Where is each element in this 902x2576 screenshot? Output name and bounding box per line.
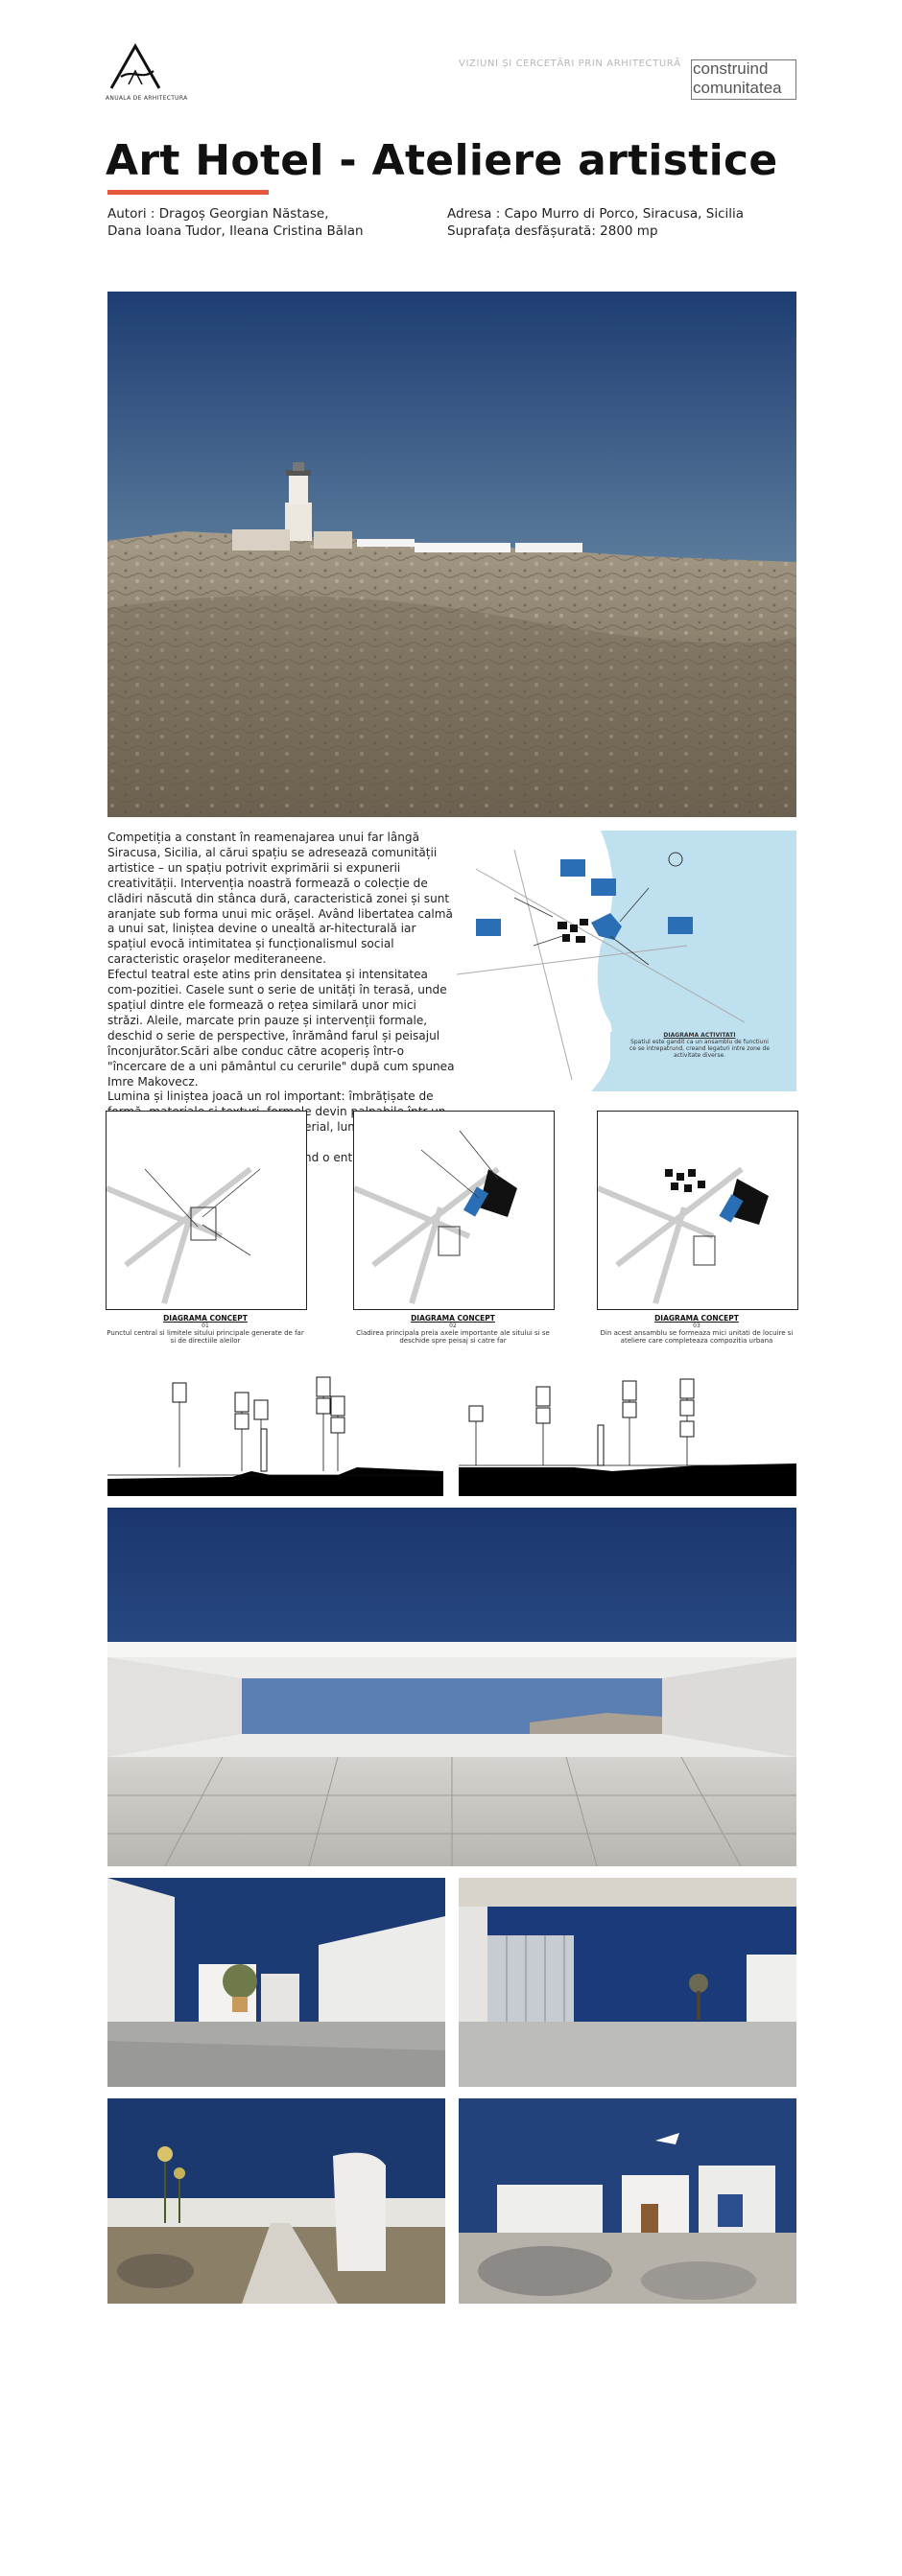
- built-area: Suprafața desfășurată: 2800 mp: [447, 223, 658, 239]
- concept-caption-1: [106, 1314, 305, 1345]
- page-title: Art Hotel - Ateliere artistice: [106, 136, 778, 185]
- section-drawing-1: [107, 1371, 443, 1496]
- site-plan-diagram: [457, 831, 796, 1091]
- brand-line-1: construind: [693, 59, 769, 78]
- site-plan-caption-text: Spatiul este gandit ca un ansamblu de functiuni ce se intrepatrund, creand legaturi intre zone de activitate diverse.: [629, 1039, 771, 1059]
- concept-diagram-2: [353, 1111, 555, 1310]
- project-description: Competiția a constant în reamenajarea unui far lângă Siracusa, Sicilia, al cărui spațiu se adresează comunității artistice – un spațiu potrivit exprimării si expunerii creativității. Intervenția noastră formează o colecție de clădiri născută din stânca dură, caracteristică zonei și sunt aranjate sub forma unui mic orășel. Având libertatea calmă a unui sat, liniștea devine o unealtă ar-hitecturală iar spațiul evocă intimitatea și funcționalismul social caracteristic orașelor mediteraneene. Efectul teatral este atins prin densitatea și intensitatea com-pozitiei. Casele sunt o serie de unități în terasă, unde spațiul dintre ele formează o rețea similară unor mici străzi. Aleile, marcate prin pauze și intervenții formale, deschid o serie de perspective, înrămând farul și peisajul înconjurător.Scări albe conduc către acoperiș într-o "încercare de a uni pământul cu cerurile" după cum spunea Imre Makovecz. Lumina și liniștea joacă un rol important: îmbrățișate de devin o: [107, 831, 455, 1165]
- render-path-to-lighthouse: [107, 2098, 445, 2304]
- concept-caption-2: [353, 1314, 553, 1345]
- concept-caption-3-text: Din acest ansamblu se formeaza mici unitati de locuire si ateliere care completeaza compozitia urbana: [600, 1329, 794, 1345]
- concept-caption-3-number: 03: [693, 1323, 700, 1329]
- school-logo-icon: [107, 42, 163, 92]
- concept-diagram-3: [597, 1111, 798, 1310]
- render-courtyard-olive: [107, 1878, 445, 2087]
- title-underline: [107, 190, 269, 195]
- concept-caption-1-number: 01: [202, 1323, 209, 1329]
- site-plan-caption-title: DIAGRAMA ACTIVITATI: [663, 1032, 736, 1039]
- tagline: VIZIUNI ȘI CERCETĂRI PRIN ARHITECTURĂ: [459, 59, 681, 69]
- concept-caption-3-title: DIAGRAMA CONCEPT: [654, 1314, 739, 1323]
- logo-text: ANUALA DE ARHITECTURA: [106, 95, 188, 102]
- concept-caption-2-number: 02: [449, 1323, 457, 1329]
- concept-caption-2-title: DIAGRAMA CONCEPT: [411, 1314, 495, 1323]
- hero-photo-lighthouse: [107, 292, 796, 817]
- concept-caption-1-title: DIAGRAMA CONCEPT: [163, 1314, 248, 1323]
- brand-line-2: comunitatea: [693, 79, 782, 97]
- section-drawing-2: [459, 1371, 796, 1496]
- address: Adresa : Capo Murro di Porco, Siracusa, Sicilia: [447, 206, 745, 222]
- concept-caption-2-text: Cladirea principala preia axele importante ale sitului si se deschide spre peisaj si catre far: [356, 1329, 550, 1345]
- render-terrace-glass: [459, 1878, 796, 2087]
- authors-line-1: Autori : Dragoș Georgian Năstase,: [107, 206, 329, 222]
- authors-line-2: Dana Ioana Tudor, Ileana Cristina Bălan: [107, 223, 364, 239]
- concept-caption-3: [597, 1314, 796, 1345]
- render-rocky-landscape-houses: [459, 2098, 796, 2304]
- brand-logo: [691, 59, 798, 100]
- render-interior-frame-view: [107, 1508, 796, 1866]
- concept-caption-1-text: Punctul central si limitele sitului principale generate de far si de directiile aleilor: [107, 1329, 304, 1345]
- concept-diagram-1: [106, 1111, 307, 1310]
